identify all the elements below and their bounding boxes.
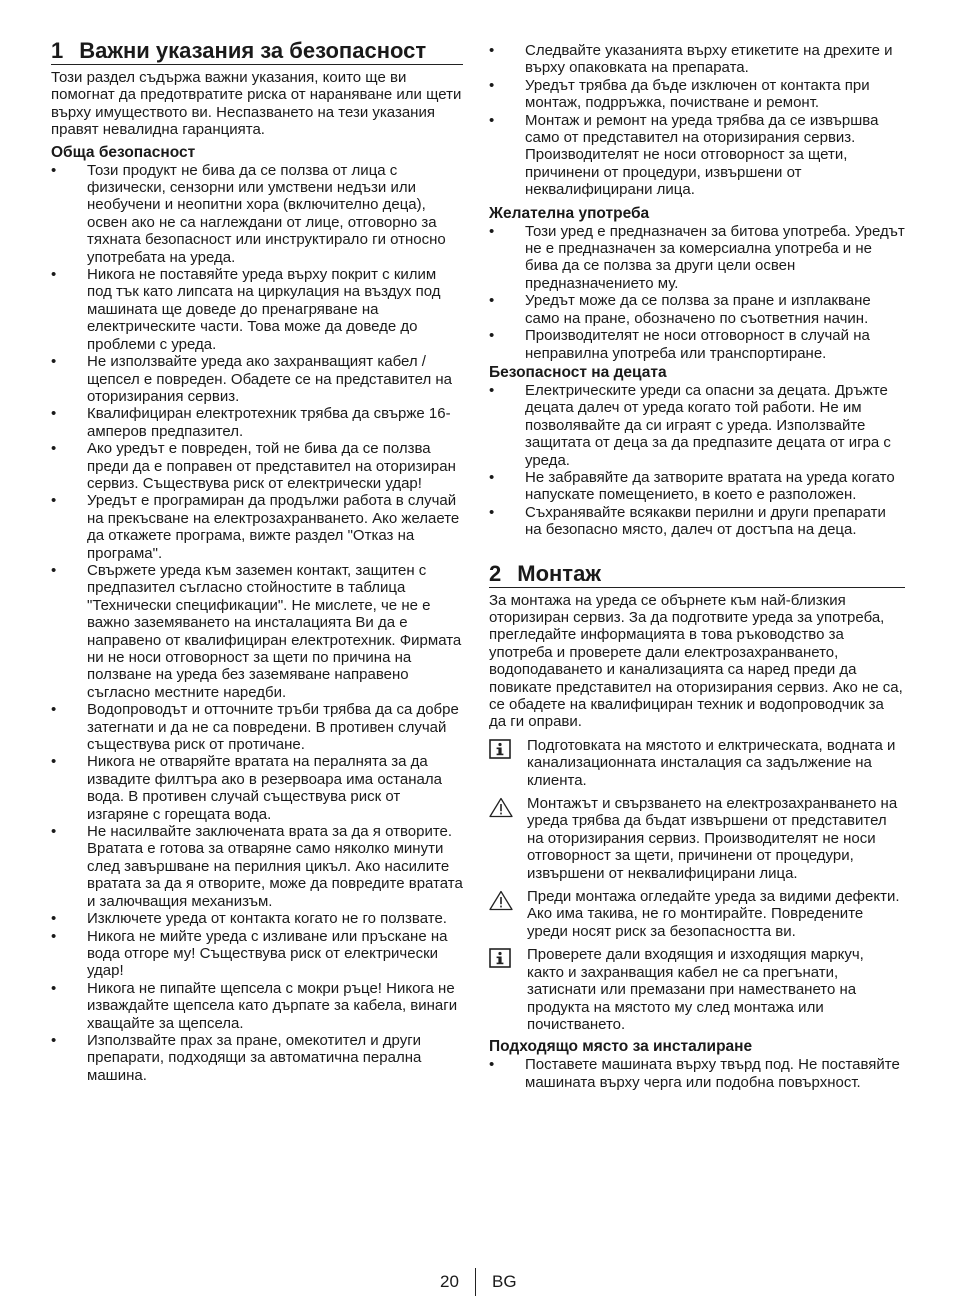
list-item-text: Не насилвайте заключената врата за да я отворите. Вратата е готова за отваряне само няколко минути след завършване на перилния цикъл. Ако насилите вратата за да я отворите, може да повредите вратата и залючващия механизъм. (87, 823, 463, 910)
list-item (51, 980, 463, 1032)
bullet-icon: • (489, 1056, 495, 1074)
section-2-number: 2 (489, 560, 502, 586)
bullet-icon: • (51, 440, 57, 458)
install-place-list (489, 1056, 905, 1091)
bullet-icon: • (489, 222, 495, 240)
list-item (51, 928, 463, 980)
section-1-intro: Този раздел съдържа важни указания, които ще ви помогнат да предотвратите риска от нараняване или щети върху имуществото ви. Неспазването на тези указания правят невалидна гаранцията. (51, 69, 462, 139)
note-text: Проверете дали входящия и изходящия маркуч, както и захранващия кабел не са прегънати, затиснати или премазани при наместването на продукта на мястото му след монтажа или почистването. (527, 946, 864, 1033)
info-icon (489, 739, 511, 759)
list-item (51, 562, 463, 701)
bullet-icon: • (51, 979, 57, 997)
general-safety-list (51, 162, 463, 1085)
child-safety-list (489, 382, 905, 539)
list-item (51, 266, 463, 353)
note-text: Преди монтажа огледайте уреда за видими дефекти. Ако има такива, не го монтирайте. Повредените уреди носят риск за безопасността ви. (527, 888, 900, 940)
bullet-icon: • (51, 266, 57, 284)
section-2-title: Монтаж (517, 560, 601, 586)
section-1-title: Важни указания за безопасност (79, 38, 427, 63)
list-item (489, 504, 905, 539)
left-column (51, 38, 463, 1084)
list-item (51, 492, 463, 562)
bullet-icon: • (489, 327, 495, 345)
right-column (489, 38, 905, 1091)
list-item-text: Никога не поставяйте уреда върху покрит с килим под тък като липсата на циркулация на въздух под машината ще доведе до пренагряване на електрическите части. Това може да доведе до проблеми с уреда. (87, 266, 441, 353)
notes-list (489, 737, 905, 1034)
list-item-text: Не използвайте уреда ако захранващият кабел / щепсел е повреден. Обадете се на представител на оторизирания сервиз. (87, 353, 452, 405)
list-item-text: Използвайте прах за пране, омекотител и други препарати, подходящи за автоматична перална машина. (87, 1031, 422, 1084)
warning-icon (489, 797, 511, 817)
section-1-number: 1 (51, 38, 64, 63)
list-item-text: Никога не мийте уреда с изливане или пръскане на вода отгоре му! Съществува риск от електрически удар! (87, 927, 448, 980)
list-item-text: Изключете уреда от контакта когато не го ползвате. (87, 910, 447, 928)
bullet-icon: • (489, 468, 495, 486)
bullet-icon: • (51, 701, 57, 719)
note-text: Монтажът и свързването на електрозахранването на уреда трябва да бъдат извършени от представител на оторизирания сервиз. Производителят не носи отговорност за щети, причинени от процедури, извършени от неквалифицирани лица. (527, 795, 898, 882)
page-number: 20 (440, 1272, 459, 1291)
list-item-text: Ако уредът е повреден, той не бива да се ползва преди да е поправен от представител на оторизиран сервиз. Съществува риск от електрически удар! (87, 440, 456, 492)
note-item (489, 888, 905, 940)
list-item-text: Монтаж и ремонт на уреда трябва да се извършва само от представител на оторизирания сервиз. Производителят не носи отговорност за щети, причинени от процедури, извършени от неквалифицирани лица. (525, 111, 879, 199)
note-text: Подготовката на мястото и елктрическата, водната и канализационната инсталация са задължение на клиента. (527, 736, 896, 789)
list-item (51, 1032, 463, 1084)
list-item (489, 223, 905, 293)
list-item (489, 382, 905, 469)
list-item-text: Свържете уреда към заземен контакт, защитен с предпазител съгласно стойностите в таблица "Технически спецификации". Не мислете, че не е важно заземяването на инсталацията Ви да е направено от квалифициран електротехник. Фирмата ни не носи отговорност за щети по причина на ползване на уреда без заземяване направено съгласно местните наредби. (87, 561, 462, 701)
language-code: BG (492, 1272, 517, 1291)
list-item (51, 701, 463, 753)
bullet-icon: • (489, 292, 495, 310)
bullet-icon: • (489, 76, 495, 94)
bullet-icon: • (51, 753, 57, 771)
list-item-text: Квалифициран електротехник трябва да свърже 16-амперов предпазител. (87, 405, 451, 440)
bullet-icon: • (51, 161, 57, 179)
list-item (489, 42, 905, 77)
list-item-text: Този уред е предназначен за битова употреба. Уредът не е предназначен за комерсиална употреба и не бива да се ползва за други цели освен предназначението му. (525, 222, 905, 292)
bullet-icon: • (51, 1031, 57, 1049)
note-item (489, 946, 905, 1033)
list-item (489, 327, 905, 362)
list-item-text: Поставете машината върху твърд под. Не поставяйте машината върху черга или подобна повърхност. (525, 1056, 900, 1091)
intended-use-list (489, 223, 905, 362)
list-item-text: Водопроводът и отточните тръби трябва да са добре затегнати и да не са повредени. В противен случай съществува риск от протичане. (87, 701, 459, 754)
list-item (51, 440, 463, 492)
list-item-text: Съхранявайте всякакви перилни и други препарати на безопасно място, далеч от достъпа на деца. (525, 503, 886, 539)
list-item-text: Не забравяйте да затворите вратата на уреда когато напускате помещението, в което е разположен. (525, 468, 895, 504)
section-1-heading (51, 38, 463, 65)
list-item-text: Уредът е програмиран да продължи работа в случай на прекъсване на електрозахранването. Ако желаете да откажете програма, вижте раздел "Отказ на програма". (87, 492, 460, 562)
note-item (489, 737, 905, 789)
list-item (489, 469, 905, 504)
list-item-text: Производителят не носи отговорност в случай на неправилна употреба или транспортиране. (525, 327, 870, 362)
list-item-text: Този продукт не бива да се ползва от лица с физически, сензорни или умствени недъзи или необучени и неопитни хора (включително деца), освен ако не са наглеждани от лице, отговорно за тяхната безопасност или инструктирало ги относно употребата на уреда. (87, 161, 446, 266)
bullet-icon: • (51, 353, 57, 371)
install-place-heading: Подходящо място за инсталиране (489, 1038, 753, 1056)
note-item (489, 795, 905, 882)
bullet-icon: • (51, 561, 57, 579)
list-item (51, 823, 463, 910)
list-item (51, 162, 463, 266)
general-safety-list-continued (489, 42, 905, 199)
footer-divider (475, 1268, 476, 1296)
child-safety-heading: Безопасност на децата (489, 363, 667, 381)
list-item-text: Следвайте указанията върху етикетите на дрехите и върху опаковката на препарата. (525, 42, 893, 77)
list-item (489, 292, 905, 327)
bullet-icon: • (489, 42, 495, 59)
list-item (51, 910, 463, 927)
general-safety-heading: Обща безопасност (51, 143, 196, 161)
list-item (51, 405, 463, 440)
section-2-intro: За монтажа на уреда се обърнете към най-близкия оторизиран сервиз. За да подготвите уреда за употреба, прегледайте информацията в това ръководство за употреба и проверете дали електрозахранването, водоподаването и канализацията са наред преди да повикате представител на оторизирания сервиз. Ако не са, се обадете на квалифициран техник и водопроводчик за да ги оправи. (489, 591, 903, 731)
list-item (489, 1056, 905, 1091)
section-2-heading (489, 561, 905, 588)
bullet-icon: • (51, 927, 57, 945)
intended-use-heading: Желателна употреба (489, 204, 650, 222)
list-item-text: Електрическите уреди са опасни за децата. Дръжте децата далеч от уреда когато той работи. Не им позволявайте да си играят с уреда. Използвайте защитата от деца за да предпазите децата от игра с уреда. (525, 381, 891, 469)
list-item-text: Уредът трябва да бъде изключен от контакта при монтаж, подрръжка, почистване и ремонт. (525, 76, 870, 112)
bullet-icon: • (51, 823, 57, 841)
info-icon (489, 948, 511, 968)
bullet-icon: • (51, 492, 57, 510)
list-item (51, 353, 463, 405)
bullet-icon: • (489, 381, 495, 399)
list-item (51, 753, 463, 823)
bullet-icon: • (489, 503, 495, 521)
list-item (489, 77, 905, 112)
list-item (489, 112, 905, 199)
list-item-text: Никога не отваряйте вратата на пералнята за да извадите филтъра ако в резервоара има останала вода. В противен случай съществува риск от изгаряне с горещата вода. (87, 753, 442, 823)
list-item-text: Никога не пипайте щепсела с мокри ръце! Никога не изваждайте щепсела като дърпате за кабела, винаги хващайте за щепсела. (87, 979, 458, 1032)
bullet-icon: • (51, 910, 57, 928)
list-item-text: Уредът може да се ползва за пране и изплакване само на пране, обозначено по съответния начин. (525, 292, 871, 327)
bullet-icon: • (489, 111, 495, 129)
warning-icon (489, 890, 511, 910)
bullet-icon: • (51, 405, 57, 423)
